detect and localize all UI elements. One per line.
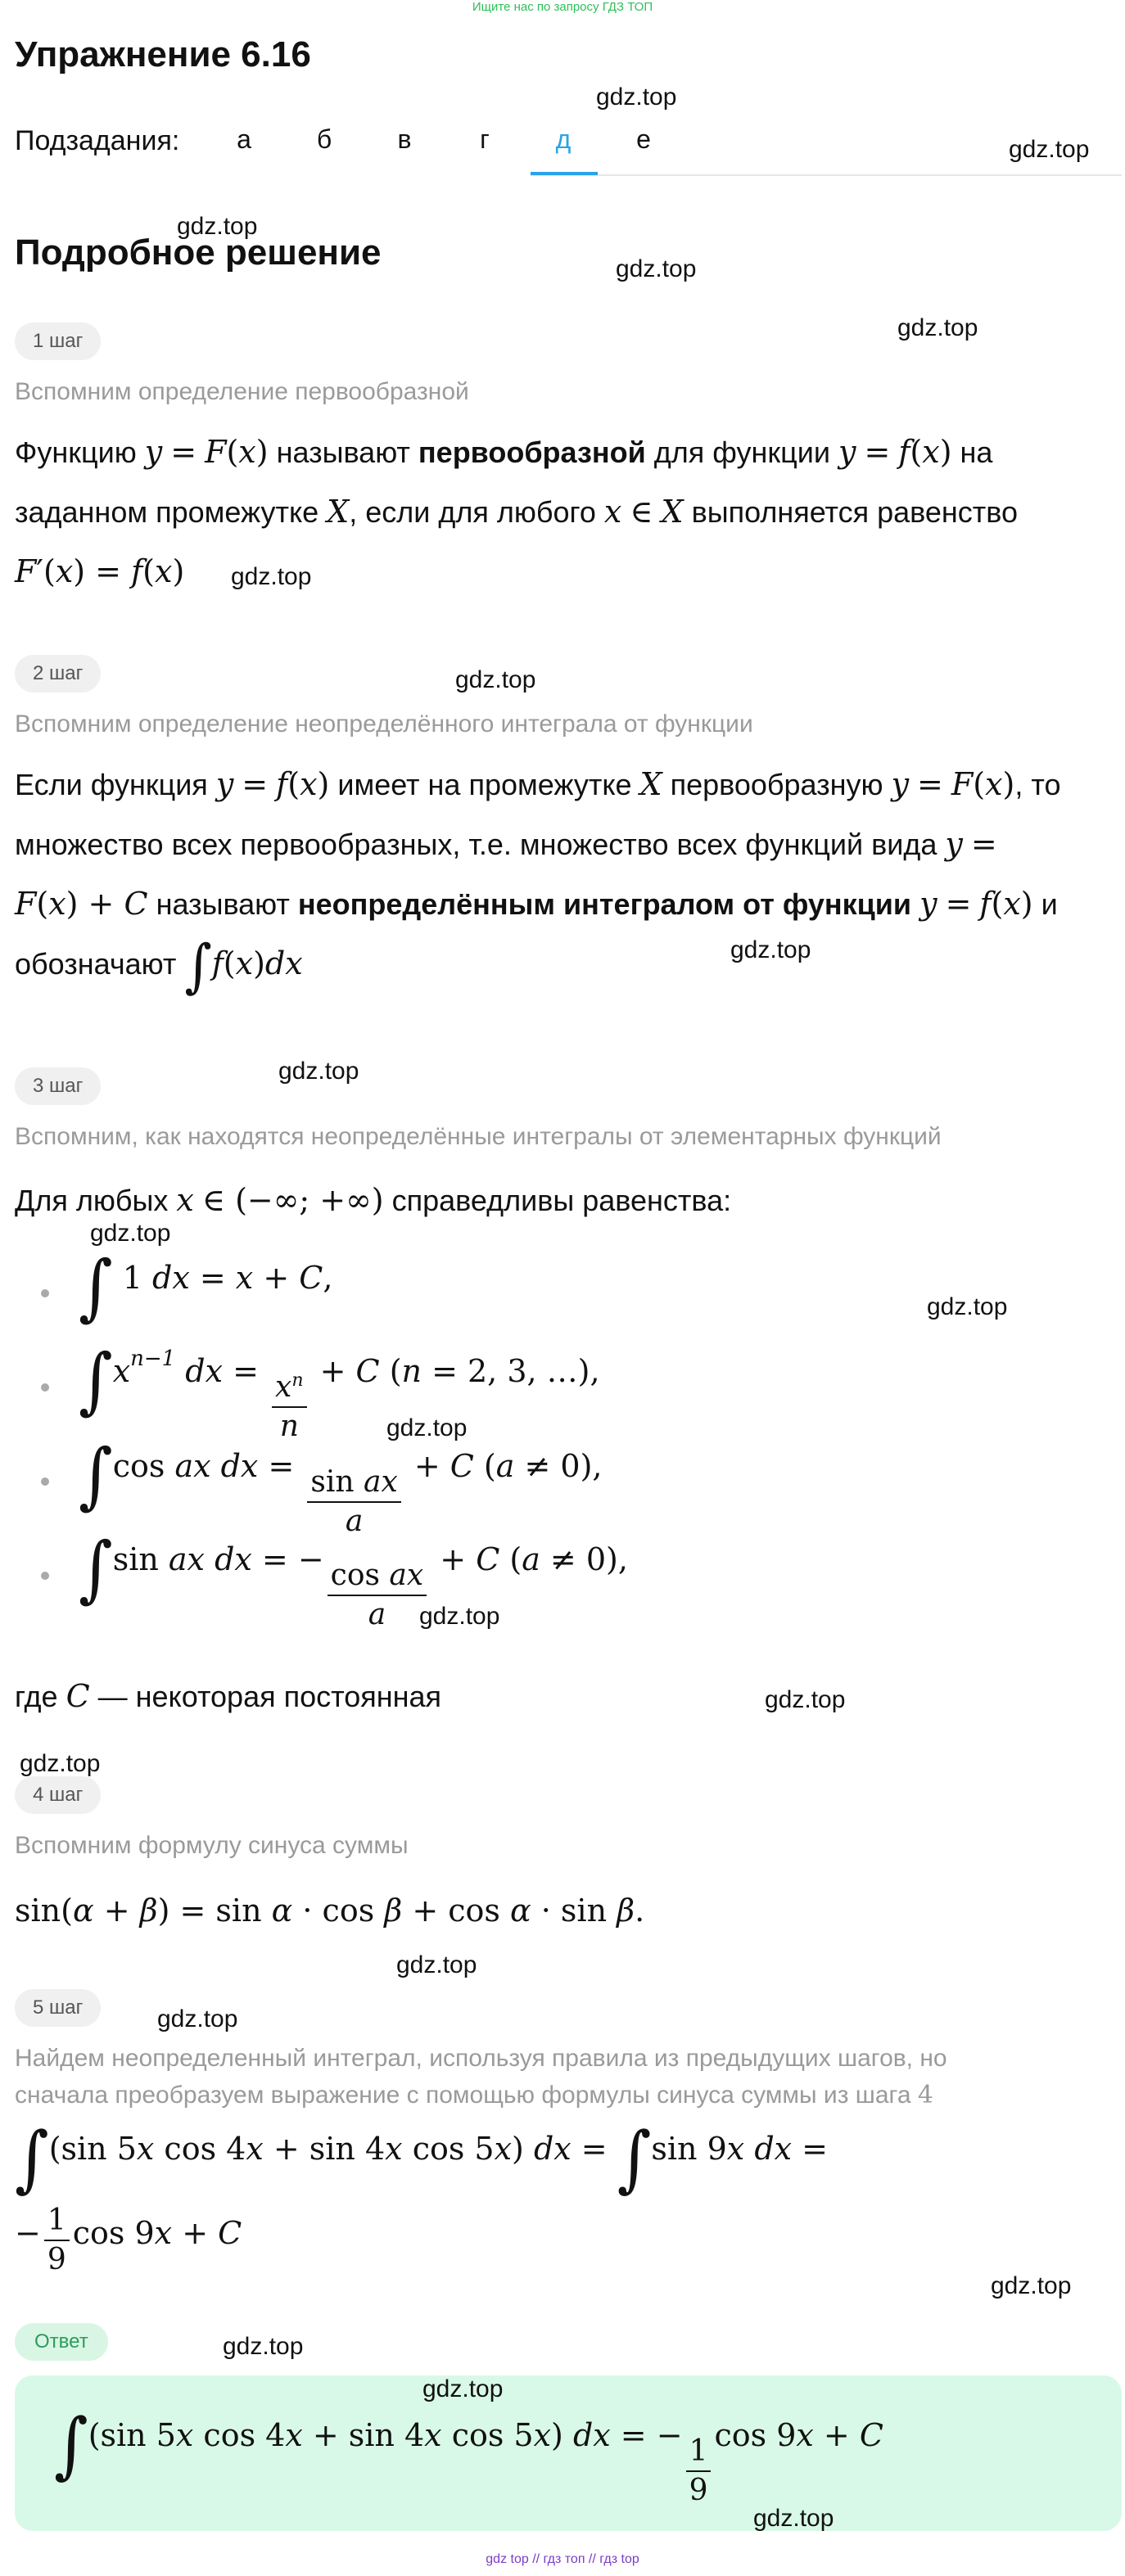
step-reference: 4: [917, 2081, 933, 2109]
step-3-intro: Для любых x ∈ (−∞; +∞) справедливы равенства:: [15, 1182, 732, 1218]
step-5-badge: 5 шаг: [15, 1989, 101, 2027]
watermark: gdz.top: [20, 1750, 101, 1777]
watermark: gdz.top: [90, 1220, 171, 1247]
text: на: [960, 435, 993, 469]
bullet: [41, 1289, 49, 1297]
step-5-subtitle-1: Найдем неопределенный интеграл, используя правила из предыдущих шагов, но: [15, 2045, 947, 2072]
text: Для любых: [15, 1184, 169, 1217]
watermark: gdz.top: [422, 2375, 504, 2402]
answer-formula: ∫(sin 5x cos 4x + sin 4x cos 5x) dx = − $\frac{1}{9}$ cos 9x + C: [54, 2402, 883, 2507]
text: справедливы равенства:: [391, 1184, 732, 1217]
step-2-badge: 2 шаг: [15, 655, 101, 692]
watermark: gdz.top: [897, 314, 978, 341]
watermark: gdz.top: [177, 213, 258, 240]
watermark: gdz.top: [157, 2005, 238, 2032]
watermark: gdz.top: [231, 563, 312, 590]
tabs-divider: [531, 174, 1122, 176]
tab-g[interactable]: г: [480, 124, 490, 154]
text: множество всех первообразных, т.е. множество всех функций вида: [15, 828, 938, 861]
step-1-subtitle: Вспомним определение первообразной: [15, 378, 469, 405]
step-5-subtitle-2: [15, 2081, 933, 2109]
solution-heading: Подробное решение: [15, 232, 382, 273]
text: называют: [156, 887, 290, 921]
watermark: gdz.top: [765, 1686, 846, 1713]
search-banner: Ищите нас по запросу ГДЗ ТОП: [472, 0, 653, 14]
text: , то: [1014, 768, 1061, 801]
text: обозначают: [15, 947, 177, 981]
bold-term: неопределённым интегралом от функции: [297, 887, 912, 921]
text: где: [15, 1680, 58, 1713]
tab-a[interactable]: а: [237, 124, 251, 154]
formula-int-power: $\int x^{n-1}$ dx = $\frac{x^n}{n}$ + C (n = 2, 3, …),: [79, 1338, 600, 1443]
page-title: Упражнение 6.16: [15, 34, 311, 74]
sine-sum-formula: sin(α + β) = sin α · cos β + cos α · sin β.: [15, 1893, 645, 1929]
bullet: [41, 1477, 49, 1486]
tab-e[interactable]: е: [636, 124, 651, 154]
tab-b[interactable]: б: [316, 124, 332, 154]
watermark: gdz.top: [223, 2333, 304, 2360]
watermark: gdz.top: [419, 1603, 500, 1630]
text: называют: [276, 435, 410, 469]
step-4-subtitle: Вспомним формулу синуса суммы: [15, 1832, 409, 1859]
step-3-subtitle: Вспомним, как находятся неопределённые интегралы от элементарных функций: [15, 1123, 942, 1150]
text: сначала преобразуем выражение с помощью формулы синуса суммы из шага: [15, 2082, 911, 2109]
watermark: gdz.top: [730, 936, 811, 963]
step-1-text: Функцию y = F(x) называют первообразной для функции y = f(x) на заданном промежутке X, если для любого x ∈ X выполняется равенство F′(x) = f(x): [15, 434, 1019, 589]
subtasks-label: Подзадания:: [15, 125, 180, 156]
text: для функции: [653, 435, 830, 469]
formula-int-cos: ∫cos ax dx = $\frac{\text{sin ax}}{a}$ + C (a ≠ 0),: [79, 1433, 603, 1538]
step-4-badge: 4 шаг: [15, 1776, 101, 1814]
watermark: gdz.top: [753, 2505, 834, 2532]
answer-badge: Ответ: [15, 2323, 108, 2361]
tab-v[interactable]: в: [397, 124, 412, 154]
step-5-result: − $\frac{1}{9}$ cos 9x + C: [15, 2204, 242, 2276]
text: , если для любого: [349, 495, 596, 529]
text: и: [1041, 887, 1058, 921]
bold-term: первообразной: [418, 435, 646, 469]
formula-int-sin: ∫sin ax dx = − $\frac{\text{cos ax}}{a}$ + C (a ≠ 0),: [79, 1527, 628, 1631]
bullet: [41, 1383, 49, 1392]
step-3-where: где C — некоторая постоянная: [15, 1678, 441, 1714]
text: заданном промежутке: [15, 495, 319, 529]
watermark: gdz.top: [386, 1414, 468, 1441]
text: Функцию: [15, 435, 137, 469]
step-2-subtitle: Вспомним определение неопределённого интеграла от функции: [15, 711, 753, 738]
footer-links[interactable]: gdz top // гдз топ // гдз top: [486, 2552, 639, 2566]
text: первообразную: [670, 768, 883, 801]
watermark: gdz.top: [278, 1058, 359, 1085]
text: имеет на промежутке: [337, 768, 632, 801]
watermark: gdz.top: [396, 1951, 477, 1978]
text: выполняется равенство: [691, 495, 1019, 529]
watermark: gdz.top: [1009, 136, 1090, 163]
tab-d-active[interactable]: д: [555, 124, 572, 154]
watermark: gdz.top: [616, 255, 697, 282]
bullet: [41, 1572, 49, 1580]
watermark: gdz.top: [455, 666, 536, 693]
active-tab-indicator: [531, 172, 598, 175]
text: — некоторая постоянная: [97, 1680, 441, 1713]
step-2-text: Если функция y = f(x) имеет на промежутке X первообразную y = F(x), то множество всех первообразных, т.е. множество всех функций вида y = F(x) + C называют неопределённым интегралом от функции y = f(x) и обозначают ∫f(x)dx: [15, 766, 1061, 1000]
watermark: gdz.top: [927, 1293, 1008, 1320]
formula-int-1: ∫ 1 dx = x + C,: [79, 1245, 333, 1329]
watermark: gdz.top: [596, 83, 677, 111]
watermark: gdz.top: [991, 2272, 1072, 2299]
text: Если функция: [15, 768, 208, 801]
step-5-integral: ∫(sin 5x cos 4x + sin 4x cos 5x) dx = ∫sin 9x dx =: [15, 2116, 828, 2200]
step-1-badge: 1 шаг: [15, 323, 101, 360]
step-3-badge: 3 шаг: [15, 1067, 101, 1105]
